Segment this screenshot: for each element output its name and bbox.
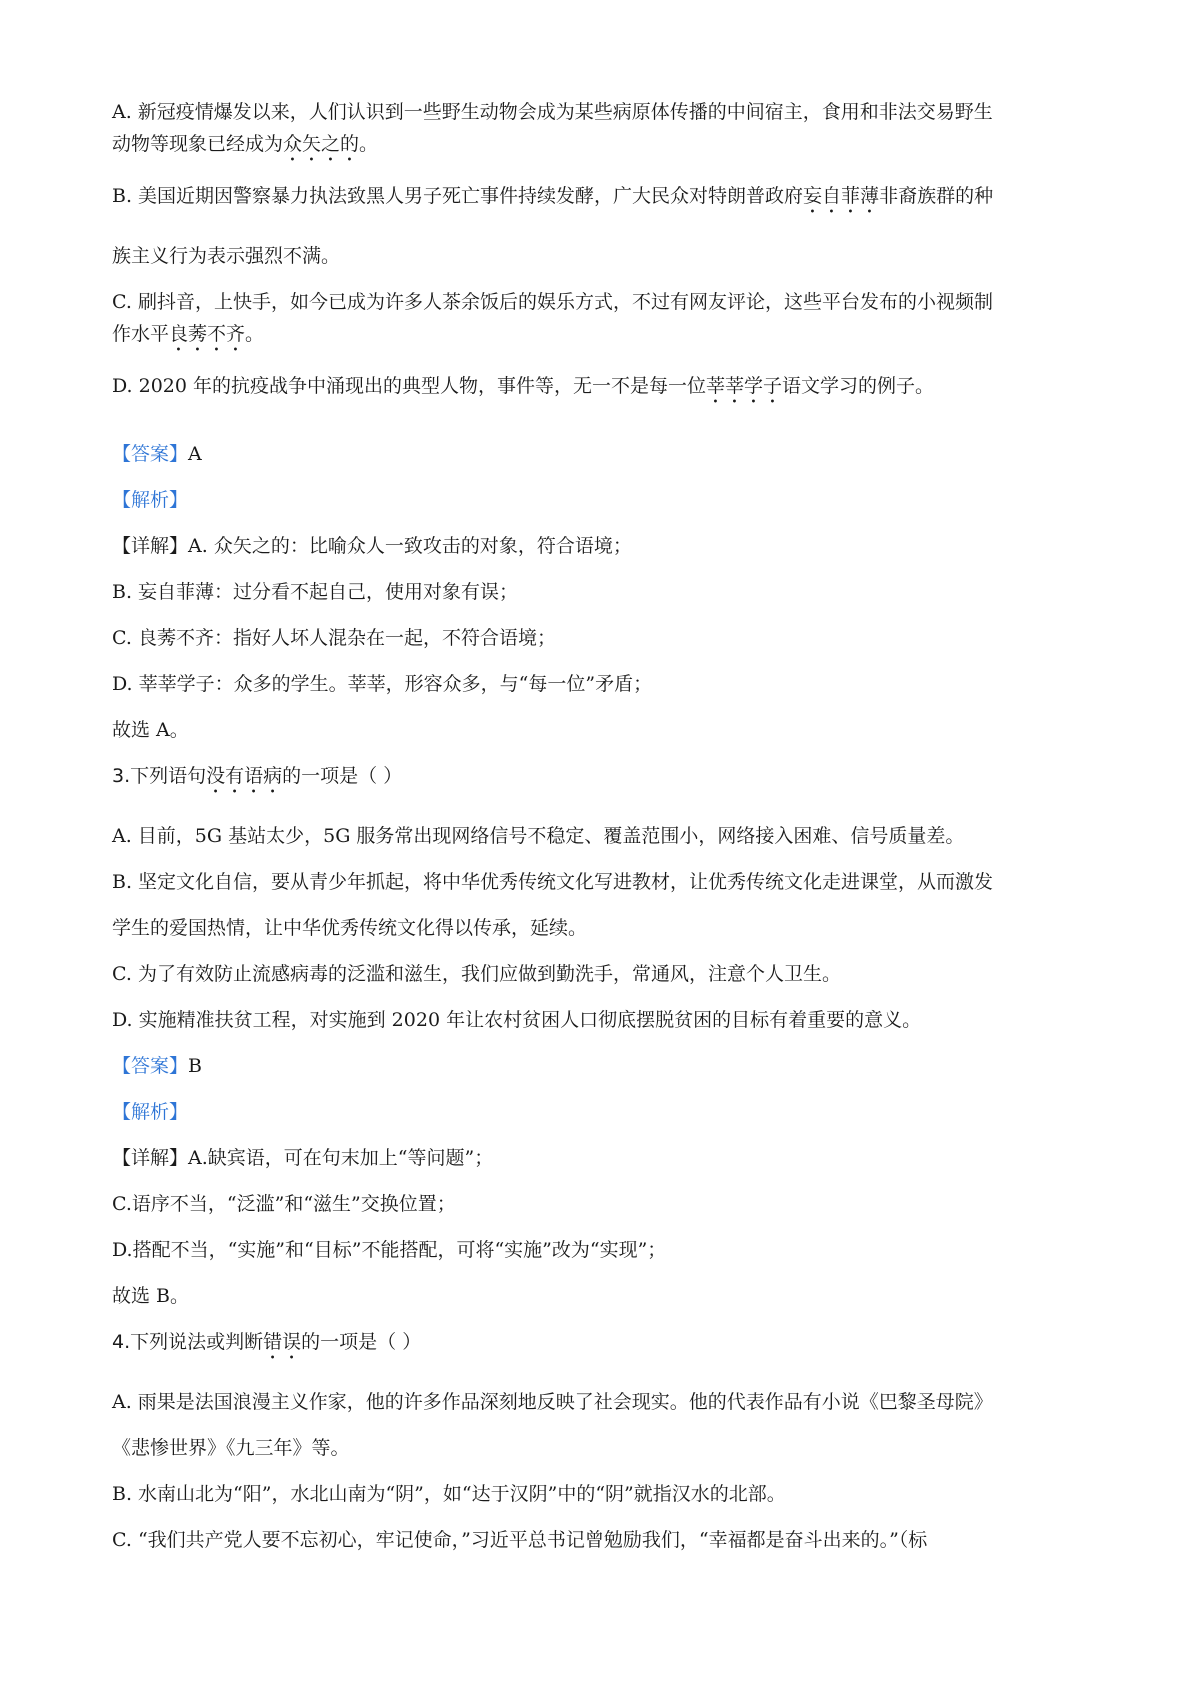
- q3-option-b-line2: 学生的爱国热情，让中华优秀传统文化得以传承，延续。: [112, 917, 588, 939]
- q2-option-c-line1: C. 刷抖音，上快手，如今已成为许多人茶余饭后的娱乐方式，不过有网友评论，这些平台发布的小视频制: [112, 291, 993, 313]
- q2-detail-3: C. 良莠不齐：指好人坏人混杂在一起，不符合语境；: [112, 627, 556, 649]
- q2-option-a-line2: [112, 128, 1106, 166]
- q2-option-b-line1: [112, 180, 1106, 218]
- q3-detail-2: C.语序不当，“泛滥”和“滋生”交换位置；: [112, 1193, 456, 1215]
- q2-option-a-line1: A. 新冠疫情爆发以来，人们认识到一些野生动物会成为某些病原体传播的中间宿主，食用和非法交易野生: [112, 101, 993, 123]
- q2-option-d-suffix: 语文学习的例子。: [782, 375, 935, 397]
- q4-option-a-line1: A. 雨果是法国浪漫主义作家，他的许多作品深刻地反映了社会现实。他的代表作品有小说《巴黎圣母院》: [112, 1391, 993, 1413]
- q3-analysis: [112, 1096, 1106, 1128]
- q2-option-d-emphasis: 莘莘学子: [706, 375, 783, 397]
- q2-option-a-text: 动物等现象已经成为: [112, 133, 284, 155]
- q2-option-b-suffix: 非裔族群的种: [879, 185, 994, 207]
- q3-stem-prefix: 下列语句: [130, 765, 207, 787]
- q3-answer-tag: 【答案】: [112, 1055, 189, 1077]
- q2-option-d: [112, 370, 1106, 408]
- q2-answer: [112, 438, 1106, 470]
- q2-option-b-emphasis: 妄自菲薄: [803, 185, 880, 207]
- q2-analysis-tag: 【解析】: [112, 489, 189, 511]
- q2-option-c-line2: [112, 318, 1106, 356]
- q3-stem-emphasis: 没有语病: [206, 765, 283, 787]
- q3-detail-3: D.搭配不当，“实施”和“目标”不能搭配，可将“实施”改为“实现”；: [112, 1239, 667, 1261]
- q2-detail-1: [112, 530, 1106, 562]
- q4-option-b: B. 水南山北为“阳”，水北山南为“阴”，如“达于汉阴”中的“阴”就指汉水的北部。: [112, 1483, 786, 1505]
- q4-option-c: C. “我们共产党人要不忘初心，牢记使命，”习近平总书记曾勉励我们，“幸福都是奋斗出来的。”（标: [112, 1529, 928, 1551]
- q2-answer-tag: 【答案】: [112, 443, 189, 465]
- q2-option-c-emphasis: 良莠不齐: [169, 323, 246, 345]
- q2-answer-value: A: [188, 443, 202, 465]
- q2-analysis: [112, 484, 1106, 516]
- q3-option-c: C. 为了有效防止流感病毒的泛滥和滋生，我们应做到勤洗手，常通风，注意个人卫生。: [112, 963, 841, 985]
- q3-stem-suffix: 的一项是（ ）: [282, 765, 403, 787]
- q3-answer-value: B: [188, 1055, 202, 1077]
- q3-stem: [112, 760, 1106, 798]
- document-content: [112, 96, 1106, 1556]
- q2-detail-2: B. 妄自菲薄：过分看不起自己，使用对象有误；: [112, 581, 519, 603]
- q2-conclusion: 故选 A。: [112, 719, 189, 741]
- q2-detail-text: A. 众矢之的：比喻众人一致攻击的对象，符合语境；: [188, 535, 632, 557]
- q3-detail-text: A.缺宾语，可在句末加上“等问题”；: [188, 1147, 494, 1169]
- q2-detail-tag: 【详解】: [112, 535, 189, 557]
- q3-option-a: A. 目前，5G 基站太少，5G 服务常出现网络信号不稳定、覆盖范围小，网络接入困难、信号质量差。: [112, 825, 965, 847]
- q4-option-a-line2: 《悲惨世界》《九三年》等。: [112, 1437, 350, 1459]
- q2-option-b-line2: 族主义行为表示强烈不满。: [112, 245, 341, 267]
- q4-stem: [112, 1326, 1106, 1364]
- q3-number: 3.: [112, 765, 131, 787]
- q3-detail-tag: 【详解】: [112, 1147, 189, 1169]
- q3-answer: [112, 1050, 1106, 1082]
- q2-option-a-end: 。: [359, 133, 379, 155]
- q2-detail-4: D. 莘莘学子：众多的学生。莘莘，形容众多，与“每一位”矛盾；: [112, 673, 653, 695]
- q3-analysis-tag: 【解析】: [112, 1101, 189, 1123]
- q2-option-a-emphasis: 众矢之的: [283, 133, 360, 155]
- q2-option-d-prefix: D. 2020 年的抗疫战争中涌现出的典型人物，事件等，无一不是每一位: [112, 375, 707, 397]
- q4-stem-prefix: 下列说法或判断: [130, 1331, 264, 1353]
- q3-option-d: D. 实施精准扶贫工程，对实施到 2020 年让农村贫困人口彻底摆脱贫困的目标有着重要的意义。: [112, 1009, 922, 1031]
- q2-option-c-text: 作水平: [112, 323, 170, 345]
- q2-option-c-end: 。: [245, 323, 265, 345]
- q3-detail-1: [112, 1142, 1106, 1174]
- q4-number: 4.: [112, 1331, 131, 1353]
- q2-option-b-prefix: B. 美国近期因警察暴力执法致黑人男子死亡事件持续发酵，广大民众对特朗普政府: [112, 185, 804, 207]
- q3-conclusion: 故选 B。: [112, 1285, 190, 1307]
- q4-stem-suffix: 的一项是（ ）: [301, 1331, 422, 1353]
- q4-stem-emphasis: 错误: [263, 1331, 302, 1353]
- q3-option-b-line1: B. 坚定文化自信，要从青少年抓起，将中华优秀传统文化写进教材，让优秀传统文化走进课堂，从而激发: [112, 871, 994, 893]
